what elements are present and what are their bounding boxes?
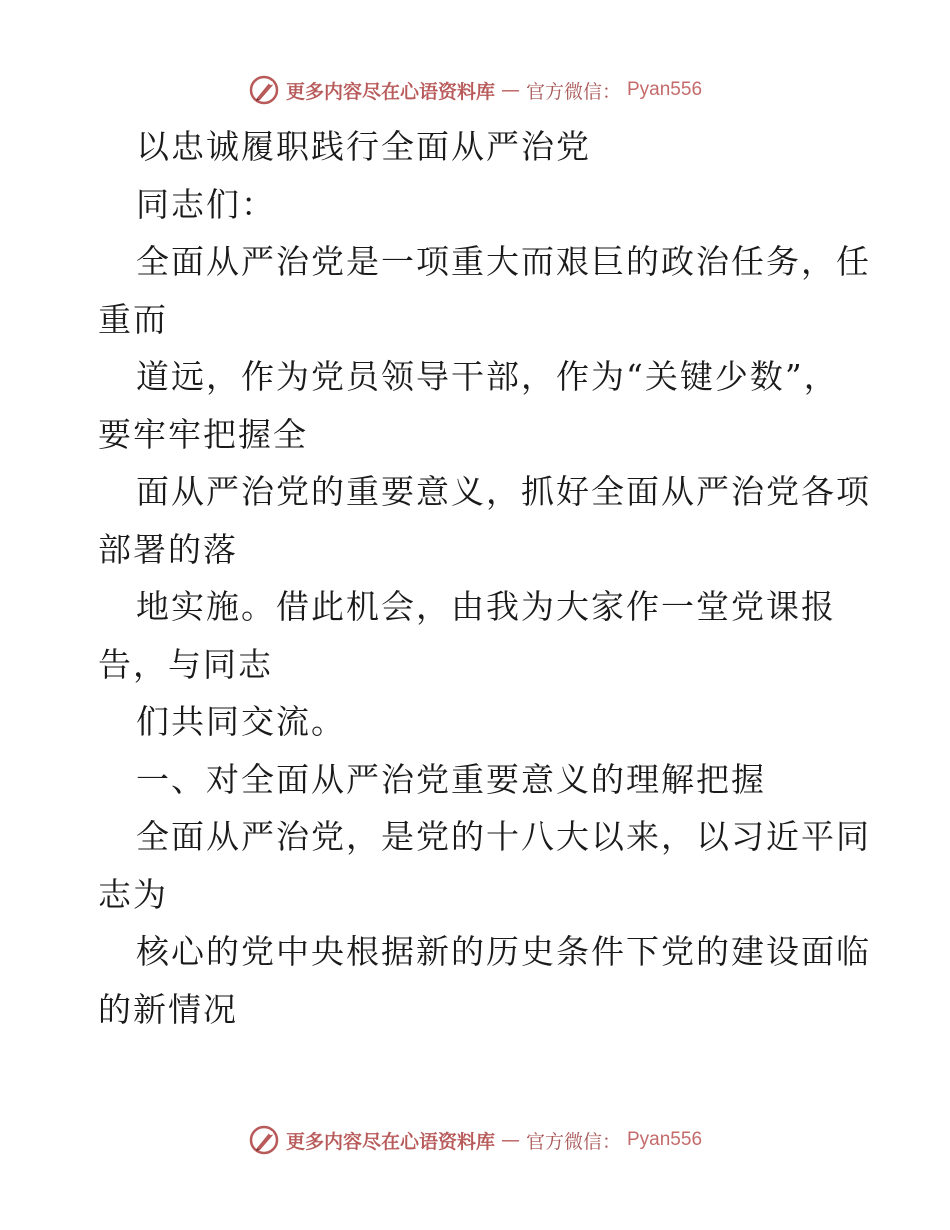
- document-body: [98, 118, 871, 1038]
- document-line: 核心的党中央根据新的历史条件下党的建设面临: [136, 932, 871, 971]
- document-line: 同志们：: [136, 184, 276, 224]
- header-banner: [0, 70, 950, 110]
- footer-wechat-id: Pyan556: [627, 1129, 703, 1150]
- header-brand-text: 更多内容尽在心语资料库: [285, 80, 495, 103]
- feather-pen-logo-icon: [248, 74, 280, 106]
- footer-separator: —: [500, 1129, 520, 1151]
- header-wechat-id: Pyan556: [627, 79, 703, 100]
- document-line: 地实施。借此机会，由我为大家作一堂党课报: [136, 587, 836, 626]
- document-line: 告，与同志: [98, 644, 273, 684]
- header-separator: —: [500, 79, 520, 101]
- document-line: 部署的落: [98, 529, 238, 569]
- document-title: 以忠诚履职践行全面从严治党: [136, 127, 591, 166]
- document-line: 面从严治党的重要意义，抓好全面从严治党各项: [136, 472, 871, 511]
- feather-pen-logo-icon: [248, 1124, 280, 1156]
- footer-brand-text: 更多内容尽在心语资料库: [285, 1130, 495, 1153]
- document-line: 全面从严治党是一项重大而艰巨的政治任务，任: [136, 242, 871, 281]
- footer-banner: [0, 1120, 950, 1160]
- document-line: 的新情况: [98, 989, 238, 1029]
- document-line: 要牢牢把握全: [98, 414, 308, 454]
- document-line: 重而: [98, 299, 168, 339]
- header-wechat-label: 官方微信：: [525, 80, 621, 103]
- document-line: 志为: [98, 874, 168, 914]
- document-line: 道远，作为党员领导干部，作为“关键少数”，: [136, 357, 839, 396]
- document-line: 全面从严治党，是党的十八大以来，以习近平同: [136, 817, 871, 856]
- section-heading: 一、对全面从严治党重要意义的理解把握: [136, 759, 766, 799]
- footer-wechat-label: 官方微信：: [525, 1130, 621, 1153]
- document-line: 们共同交流。: [136, 702, 346, 741]
